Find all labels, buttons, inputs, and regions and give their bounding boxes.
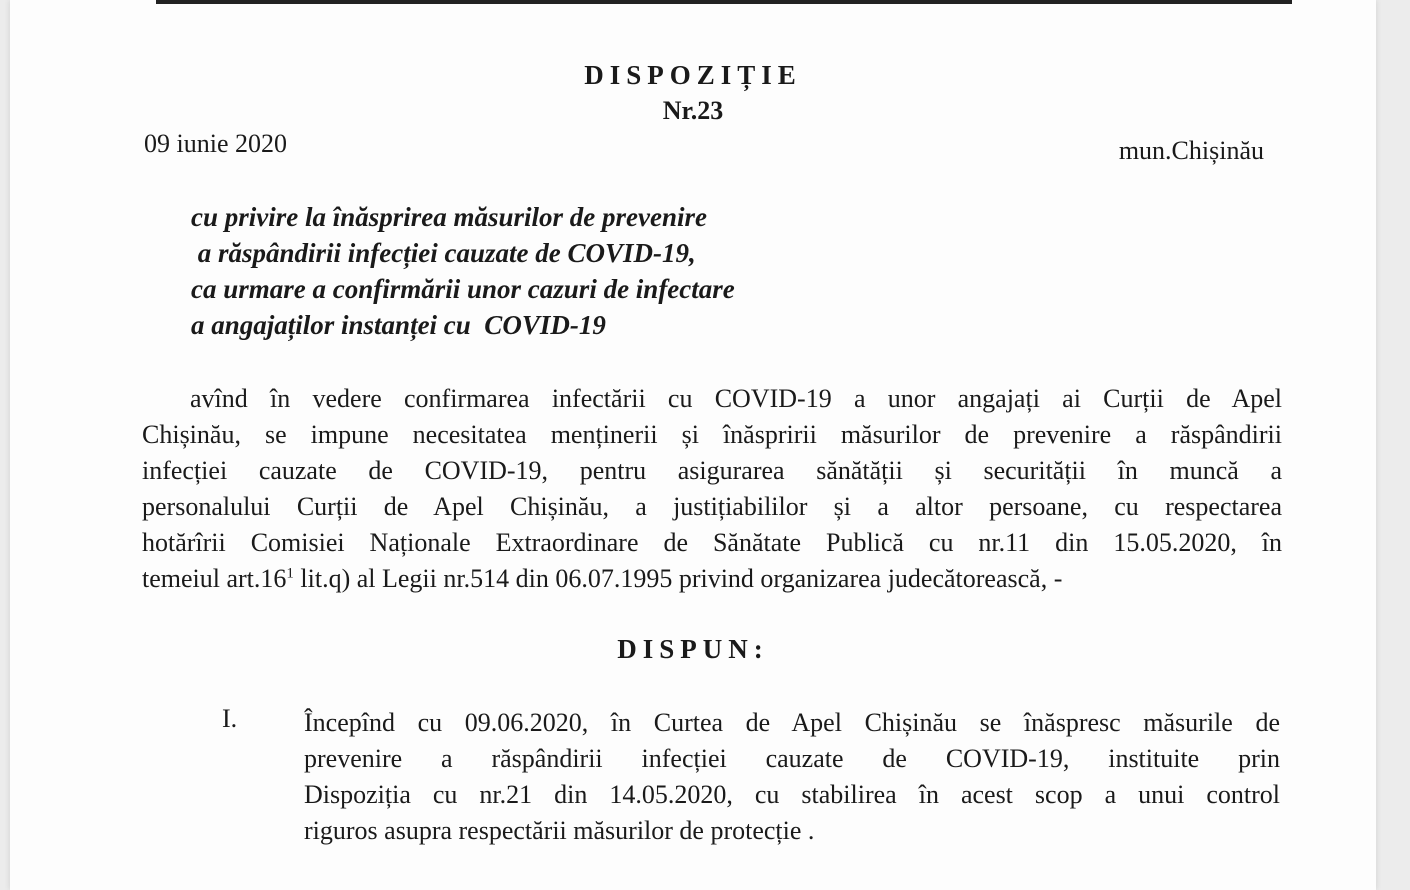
point-text (304, 705, 1280, 849)
preamble-line: hotărîrii Comisiei Naționale Extraordinare de Sănătate Publică cu nr.11 din 15.05.2020, în (142, 528, 1282, 557)
subject-line: a răspândirii infecției cauzate de COVID-19, (191, 238, 696, 268)
subject-line: cu privire la înăsprirea măsurilor de prevenire (191, 202, 708, 232)
subject-line: ca urmare a confirmării unor cazuri de infectare (191, 274, 735, 304)
preamble-line: avînd în vedere confirmarea infectării cu COVID-19 a unor angajați ai Curții de Apel (190, 384, 1282, 413)
preamble-paragraph (142, 381, 1282, 597)
point-line: Începînd cu 09.06.2020, în Curtea de Apel Chișinău se înăspresc măsurile de (304, 708, 1280, 737)
preamble-line: Chișinău, se impune necesitatea menținerii și înăspririi măsurilor de prevenire a răspândirii (142, 420, 1282, 449)
preamble-text: lit.q) al Legii nr.514 din 06.07.1995 privind organizarea judecătorească, - (293, 564, 1063, 593)
document-date: 09 iunie 2020 (144, 129, 287, 158)
document-subject (191, 199, 735, 343)
point-line: Dispoziția cu nr.21 din 14.05.2020, cu stabilirea în acest scop a unui control (304, 780, 1280, 809)
preamble-line: personalului Curții de Apel Chișinău, a justițiabililor și a altor persoane, cu respectarea (142, 492, 1282, 521)
point-line: prevenire a răspândirii infecției cauzate de COVID-19, instituite prin (304, 744, 1280, 773)
document-page (10, 0, 1376, 890)
point-numeral: I. (222, 704, 238, 733)
document-title: DISPOZIȚIE (584, 60, 802, 90)
top-rule (156, 0, 1292, 4)
subject-line: a angajaților instanței cu COVID-19 (191, 310, 606, 340)
point-line: riguros asupra respectării măsurilor de protecție . (304, 816, 815, 845)
document-number: Nr.23 (662, 96, 724, 125)
dispun-heading: DISPUN: (617, 634, 769, 664)
preamble-text: temeiul art.16 (142, 564, 287, 593)
preamble-line-last (142, 561, 1282, 597)
superscript: 1 (286, 565, 294, 582)
preamble-line: infecției cauzate de COVID-19, pentru asigurarea sănătății și securității în muncă a (142, 456, 1282, 485)
document-place: mun.Chișinău (1118, 136, 1264, 165)
